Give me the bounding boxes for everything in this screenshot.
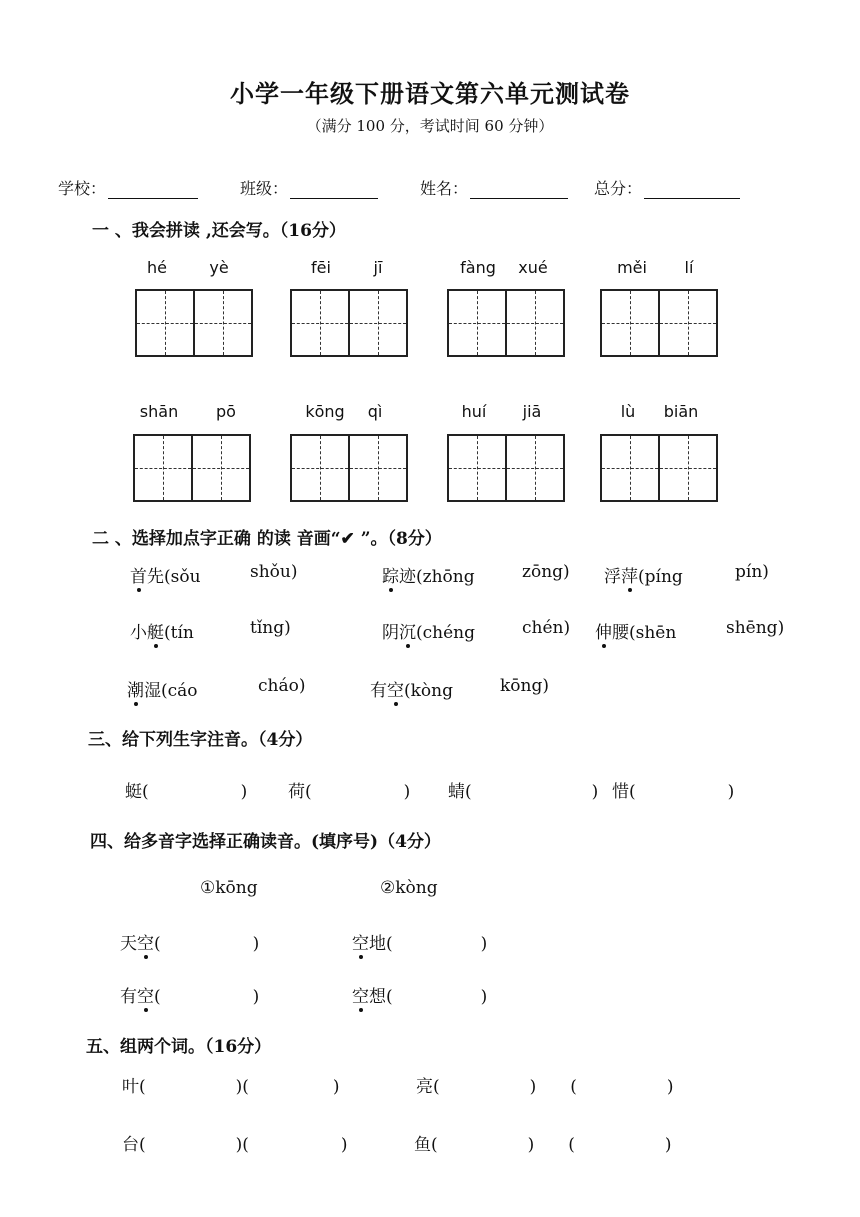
pinyin: xué <box>518 258 548 277</box>
pinyin: jī <box>373 258 383 277</box>
reading-option[interactable]: chén) <box>522 618 571 638</box>
polyphone-blank[interactable]: 天空( ) <box>120 929 259 954</box>
section5-heading: 五、组两个词。（16分） <box>86 1037 272 1057</box>
reading-option[interactable]: shēng) <box>726 618 785 638</box>
school-field <box>58 176 198 199</box>
class-blank[interactable] <box>290 182 378 199</box>
writing-grid[interactable] <box>290 434 408 502</box>
class-label: 班级： <box>240 179 289 198</box>
name-label: 姓名： <box>420 179 469 198</box>
reading-choice[interactable]: 阴沉(chéng <box>382 618 475 643</box>
writing-grid[interactable] <box>600 289 718 357</box>
writing-grid[interactable] <box>600 434 718 502</box>
writing-grid[interactable] <box>447 434 565 502</box>
page-title: 小学一年级下册语文第六单元测试卷 <box>230 79 630 108</box>
pinyin: kōng <box>305 402 345 421</box>
pinyin: pō <box>216 402 236 421</box>
total-label: 总分： <box>594 179 643 198</box>
writing-grid[interactable] <box>133 434 251 502</box>
name-blank[interactable] <box>470 182 568 199</box>
writing-grid[interactable] <box>290 289 408 357</box>
pinyin-blank[interactable]: 蜻( ) <box>448 782 599 802</box>
total-blank[interactable] <box>644 182 740 199</box>
pinyin-blank[interactable]: 蜓( ) <box>125 782 248 802</box>
pinyin: yè <box>209 258 229 277</box>
word-blank[interactable]: 叶( )( ) <box>122 1077 340 1097</box>
school-blank[interactable] <box>108 182 198 199</box>
pinyin: shān <box>139 402 179 421</box>
pinyin: lù <box>620 402 636 421</box>
word-blank[interactable]: 鱼( ) ( ) <box>414 1135 672 1155</box>
reading-choice[interactable]: 首先(sǒu <box>130 562 201 587</box>
reading-option[interactable]: cháo) <box>258 676 306 696</box>
reading-option[interactable]: kōng) <box>500 676 549 696</box>
total-field <box>594 176 740 199</box>
page-subtitle: （满分 100 分，考试时间 60 分钟） <box>306 117 554 135</box>
pinyin: fēi <box>311 258 331 277</box>
reading-option-2: ②kòng <box>380 878 438 898</box>
writing-grid[interactable] <box>447 289 565 357</box>
pinyin: hé <box>147 258 167 277</box>
polyphone-blank[interactable]: 空地( ) <box>352 929 487 954</box>
writing-grid[interactable] <box>135 289 253 357</box>
reading-option[interactable]: shǒu) <box>250 562 298 582</box>
pinyin: měi <box>617 258 647 277</box>
school-label: 学校： <box>58 179 107 198</box>
polyphone-blank[interactable]: 空想( ) <box>352 982 487 1007</box>
polyphone-blank[interactable]: 有空( ) <box>120 982 259 1007</box>
section1-heading: 一 、我会拼读 ,还会写。（16分） <box>92 221 346 241</box>
class-field <box>240 176 378 199</box>
pinyin: fàng <box>460 258 496 277</box>
reading-choice[interactable]: 有空(kòng <box>370 676 453 701</box>
reading-choice[interactable]: 伸腰(shēn <box>595 618 676 643</box>
reading-choice[interactable]: 浮萍(píng <box>604 562 683 587</box>
pinyin: jiā <box>522 402 542 421</box>
reading-choice[interactable]: 潮湿(cáo <box>127 676 198 701</box>
pinyin-blank[interactable]: 荷( ) <box>288 782 411 802</box>
section4-heading: 四、给多音字选择正确读音。(填序号)（4分） <box>90 832 441 852</box>
reading-choice[interactable]: 小艇(tín <box>130 618 194 643</box>
reading-option[interactable]: zōng) <box>522 562 570 582</box>
reading-option-1: ①kōng <box>200 878 258 898</box>
pinyin: huí <box>461 402 487 421</box>
pinyin-blank[interactable]: 惜( ) <box>612 782 735 802</box>
section2-heading: 二 、选择加点字正确 的读 音画“✔ ”。（8分） <box>92 529 442 549</box>
pinyin: qì <box>367 402 383 421</box>
pinyin: biān <box>663 402 699 421</box>
reading-option[interactable]: pín) <box>735 562 769 582</box>
word-blank[interactable]: 台( )( ) <box>122 1135 348 1155</box>
pinyin: lí <box>684 258 694 277</box>
section3-heading: 三、给下列生字注音。（4分） <box>88 730 313 750</box>
word-blank[interactable]: 亮( ) ( ) <box>416 1077 674 1097</box>
reading-choice[interactable]: 踪迹(zhōng <box>382 562 475 587</box>
name-field <box>420 176 568 199</box>
reading-option[interactable]: tǐng) <box>250 618 291 638</box>
